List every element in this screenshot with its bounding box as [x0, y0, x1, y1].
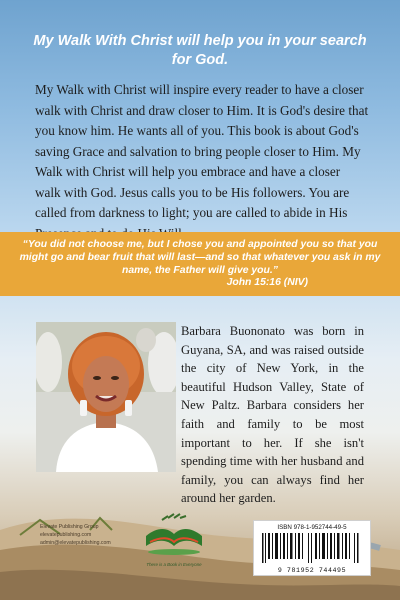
author-bio: Barbara Buononato was born in Guyana, SA, and was raised outside the city of New York, in the beautiful Hudson Valley, State of New Paltz. Barbara considers her faith and family to be most important to her. If she isn't spending time with her husband and family, you can always find her around her garden. [181, 324, 364, 506]
barcode-number: 9 781952 744495 [277, 567, 347, 574]
book-description: My Walk with Christ will inspire every reader to have a closer walk with Christ and draw closer to Him. It is God's desire that you know him. He wants all of you. This book is about God's saving Grace and salvation to bring people closer to Him. My Walk with Christ will help you embrace and have a closer walk with God. Jesus calls you to be His followers. You are called from darkness to light; you are called to abide in His [35, 82, 369, 220]
barcode-bars [262, 533, 362, 563]
publisher-line: admin@elevatepublishing.com [40, 540, 111, 546]
publisher-logo [138, 512, 210, 568]
scripture-quote: “You did not choose me, but I chose you and appointed you so that you might go and bear fruit that will last—and so that whatever you ask in my name, the Father will give you.” [19, 239, 381, 276]
publisher-line: elevatepublishing.com [40, 532, 92, 538]
publisher-line: Elevate Publishing Group [40, 524, 99, 530]
author-photo [36, 322, 176, 472]
author-photo-image [36, 322, 176, 472]
open-book-logo-icon [138, 512, 210, 556]
tagline: My Walk With Christ will help you in your search for God. [33, 33, 367, 68]
scripture-quote-band [0, 232, 400, 296]
isbn-label: ISBN 978-1-952744-49-5 [277, 524, 347, 531]
publisher-slogan: There is a Book in Everyone [146, 562, 202, 567]
publisher-contact [40, 523, 120, 547]
scripture-reference: John 15:16 (NIV) [226, 277, 308, 288]
isbn-barcode [253, 520, 371, 576]
